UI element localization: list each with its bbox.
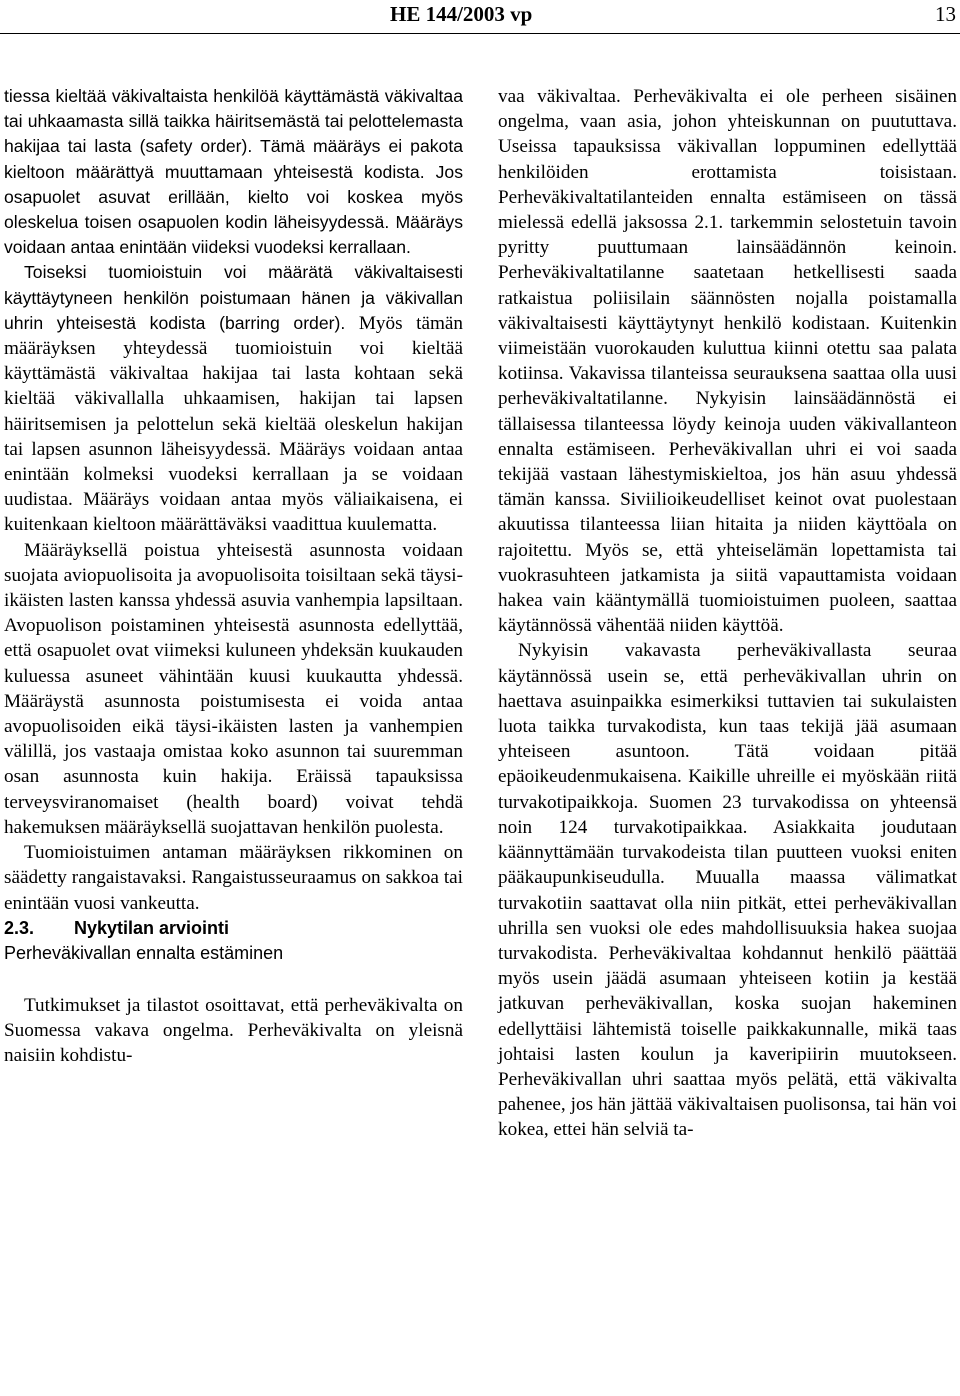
section-heading [4,916,463,941]
paragraph: Nykyisin vakavasta perheväkivallasta seuraa käytännössä usein se, että perheväkivallan uhrin on haettava asuinpaikka esimerkiksi tuttavien tai sukulaisten luota taikka turvakodista, kun taas tekijä jää asumaan yhteiseen asuntoon. Tätä voidaan pitää epäoikeudenmukaisena. Kaikille uhreille ei myöskään riitä turvakotipaikkoja. Suomen 23 turvakodissa on yhteensä noin 124 turvakotipaikkaa. Asiakkaita joudutaan käännyttämään turvakodeista tilan puutteen vuoksi eniten pääkaupunkiseudulla. Muualla maassa välimatkat turvakotiin saattavat olla niin pitkät, ettei perheväkivallan uhrilla sen vuoksi ole edes mahdollisuuksia hakea suojaa turvakodista. Perheväkivaltaa kohdannut henkilö päättää myös usein jäädä asumaan yhteiseen kotiin ja kestää jatkuvan perheväkivallan, koska suojan hakeminen edellyttäisi lähtemistä toiselle paikkakunnalle, mikä taas johtaisi lasten koulun ja kaveripiirin muutokseen. Perheväkivallan uhri saattaa myös pelätä, että väkivalta pahenee, jos hän jättää väkivaltaisen puolisonsa, tai hän voi kokea, ettei hän selviä ta- [498,640,957,1141]
paragraph: vaa väkivaltaa. Perheväkivalta ei ole perheen sisäinen ongelma, vaan asia, johon yhteiskunnan on puututtava. Useissa tapauksissa väkivallan loppuminen edellyttää henkilöiden erottamista toisistaan. Perheväkivaltatilanteiden ennalta estämiseen on tässä mielessä edellä jaksossa 2.1. tarkemmin selostetuin tavoin pyritty puuttumaan lainsäädännön keinoin. Perheväkivaltatilanne saatetaan hetkellisesti saada ratkaistua poliisilain säännösten nojalla poistamalla väkivaltaisesti käyttäytynyt henkilö kodistaan. Kuitenkin viimeistään vuorokauden kuluttua kiinni otettu saa palata kotiinsa. Vakavissa tilanteissa seurauksena saattaa olla uusi perheväkivaltatilanne. Nykyisin lainsäädännöstä ei tällaisessa tilanteessa löydy keinoja uuden väkivallanteon ennalta estämiseen. Perheväkivallan uhri ei voi saada tekijää vastaan lähestymiskieltoa, jos hän asuu yhdessä tämän kanssa. Siviilioikeudelliset keinot ovat puolestaan akuutissa tilanteessa liian hitaita ja niiden käyttöala on rajoitettu. Myös se, että yhteiselämän lopettamista tai vuokrasuhteen jatkamista ja siitä vapauttamista voidaan hakea vain kääntymällä tuomioistuimen puoleen, saattaa käytännössä vähentää niiden käyttöä. [498,86,957,637]
paragraph: Tuomioistuimen antaman määräyksen rikkominen on säädetty rangaistavaksi. Rangaistusseuraamus on sakkoa tai enintään vuosi vankeutta. [4,842,463,914]
paragraph-serif-part: Myös tämän määräyksen yhteydessä tuomioistuin voi kieltää käyttämästä väkivaltaa hakijaa tai lasta kohtaan sekä kieltää väkivallalla uhkaamisen, hakijan tai lapsen häiritsemisen ja pelottelun sekä kieltää oleskelun hakijan tai lapsen asunnon läheisyydessä. Määräys voidaan antaa enintään kolmeksi vuodeksi kerrallaan ja se voidaan uudistaa. Määräys voidaan antaa myös väliaikaisena, ei kuitenkaan kieltoon määrättäväksi vaadittua kuulematta. [4,312,464,536]
page-number: 13 [935,2,956,26]
document-identifier: HE 144/2003 vp [390,2,533,26]
paragraph-sans-part: Toiseksi tuomioistuin voi määrätä väkivaltaisesti käyttäytyneen henkilön poistumaan hänen ja väkivallan uhrin yhteisestä kodista (barring order). [4,262,463,333]
paragraph [4,260,463,537]
paragraph: Määräyksellä poistua yhteisestä asunnosta voidaan suojata aviopuolisoita ja avopuolisoita toisiltaan sekä täysi-ikäisten lasten kanssa yhdessä asuvia vanhempia lapsiltaan. Avopuolison poistaminen yhteisestä asunnosta edellyttää, että osapuolet ovat viimeksi kuluneen yhdeksän kuukauden kuluessa asuneet vähintään kuusi kuukautta yhdessä. Määräystä asunnosta poistumisesta ei voida antaa avopuolisoiden eikä täysi-ikäisten lasten ja vanhempien välillä, jos vastaaja omistaa koko asunnon tai suuremman osan asunnosta kuin hakija. Eräissä tapauksissa terveysviranomaiset (health board) voivat tehdä hakemuksen määräyksellä suojattavan henkilön puolesta. [4,539,463,838]
page-header [0,0,960,34]
left-column [4,84,463,1068]
paragraph: tiessa kieltää väkivaltaista henkilöä käyttämästä väkivaltaa tai uhkaamasta sillä taikka häiritsemästä tai pelottelemasta hakijaa tai lasta (safety order). Tämä määräys ei pakota kieltoon määrättyä muuttamaan yhteisestä kodista. Jos osapuolet asuvat erillään, kielto voi koskea myös oleskelua toisen osapuolen kodin läheisyydessä. Määräys voidaan antaa enintään viideksi vuodeksi kerrallaan. [4,86,463,258]
header-rule [0,33,960,34]
section-title: Nykytilan arviointi [74,917,230,938]
right-column [498,84,957,1143]
subheading: Perheväkivallan ennalta estäminen [4,942,284,963]
paragraph: Tutkimukset ja tilastot osoittavat, että perheväkivalta on Suomessa vakava ongelma. Perheväkivalta on yleisnä naisiin kohdistu- [4,994,463,1067]
section-number: 2.3. [4,917,35,938]
